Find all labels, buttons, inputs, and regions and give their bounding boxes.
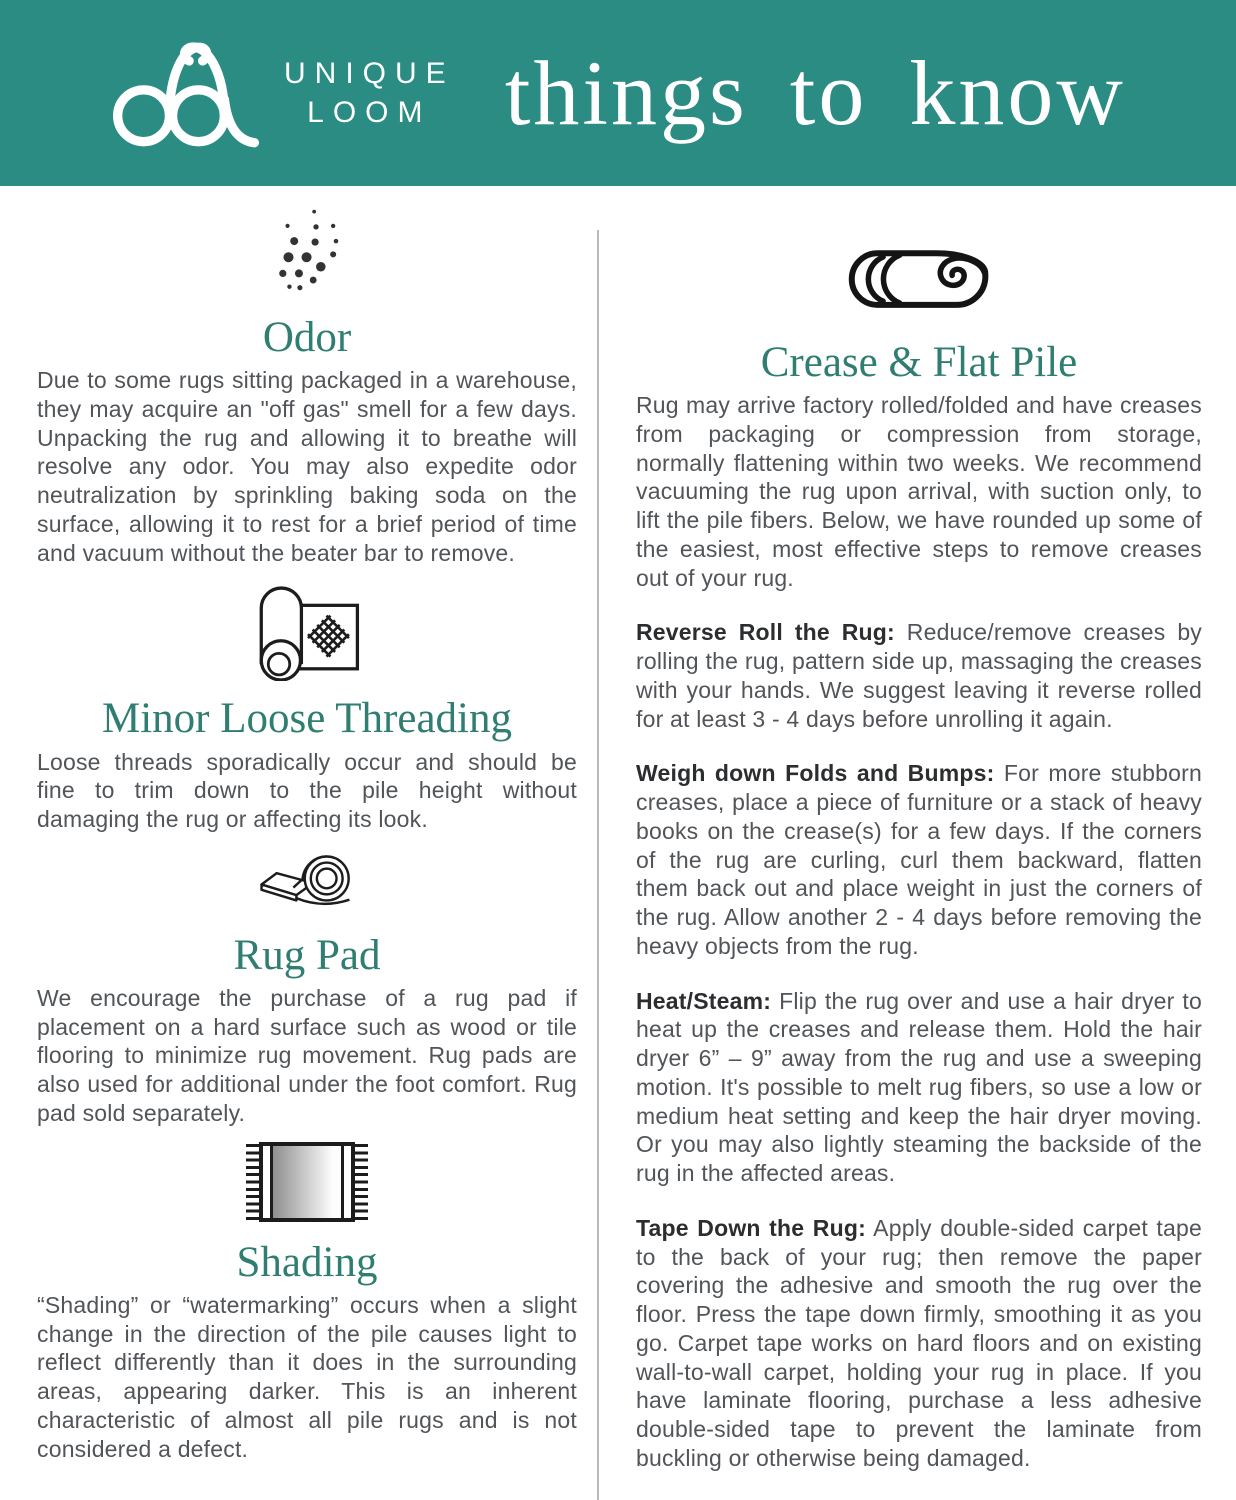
brand-line-2: LOOM	[307, 96, 432, 129]
section-minor-loose-threading	[37, 581, 577, 833]
section-body-threading: Loose threads sporadically occur and should be fine to trim down to the pile height without damaging the rug or affecting its look.	[37, 748, 577, 833]
crease-icon-wrap	[636, 245, 1202, 315]
tip-label-weigh-down: Weigh down Folds and Bumps:	[636, 760, 995, 787]
content-area	[0, 186, 1236, 1500]
rolled-rug-spiral-icon	[840, 245, 998, 315]
section-heading-crease: Crease & Flat Pile	[760, 339, 1078, 386]
brand-lockup	[100, 35, 455, 151]
rug-pad-roll-icon	[257, 848, 357, 918]
odor-icon-wrap	[37, 205, 577, 300]
rolled-rug-crosshatch-icon	[251, 581, 363, 681]
section-heading-threading: Minor Loose Threading	[101, 695, 512, 743]
header-banner	[0, 0, 1236, 186]
section-body-shading: “Shading” or “watermarking” occurs when a slight change in the direction of the pile causes light to reflect differently than it does in the surrounding areas, appearing darker. This is an inherent characteristic of almost all pile rugs and is not considered a defect.	[37, 1291, 577, 1462]
tip-reverse-roll	[636, 618, 1202, 733]
section-shading	[37, 1142, 577, 1464]
section-odor	[37, 205, 577, 567]
rug-shading-gradient	[273, 1146, 341, 1218]
section-heading-rug-pad: Rug Pad	[233, 931, 381, 979]
tip-label-tape-down: Tape Down the Rug:	[636, 1214, 866, 1241]
rug-top-view	[259, 1142, 355, 1222]
tip-weigh-down	[636, 759, 1202, 960]
tip-text-tape-down: Apply double-sided carpet tape to the back of your rug; then remove the paper covering the adhesive and smooth the rug over the floor. Press the tape down firmly, smoothing it as you go. Carpet tape works on hard floors and on existing wall-to-wall carpet, holding your rug in place. If you have laminate flooring, purchase a less adhesive double-sided tape to prevent the laminate from buckling or otherwise being damaged.	[636, 1214, 1202, 1471]
rug-fringe-left	[246, 1144, 259, 1220]
tip-label-heat-steam: Heat/Steam:	[636, 987, 772, 1014]
crease-intro: Rug may arrive factory rolled/folded and have creases from packaging or compression from storage, normally flattening within two weeks. We recommend vacuuming the rug upon arrival, with suction only, to lift the pile fibers. Below, we have rounded up some of the easiest, most effective steps to remove creases out of your rug.	[636, 392, 1202, 591]
section-body-odor: Due to some rugs sitting packaged in a warehouse, they may acquire an "off gas" smell for a few days. Unpacking the rug and allowing it to breathe will resolve any odor. You may also expedite odor neutralization by sprinkling baking soda on the surface, allowing it to rest for a brief period of time and vacuum without the beater bar to remove.	[37, 367, 577, 566]
section-rug-pad	[37, 848, 577, 1128]
tip-text-reverse-roll: Reduce/remove creases by rolling the rug, pattern side up, massaging the creases with your hands. We suggest leaving it reverse rolled for at least 3 - 4 days before unrolling it again.	[636, 619, 1203, 732]
rug-fringe-right	[355, 1144, 368, 1220]
tip-tape-down	[636, 1214, 1202, 1473]
shading-icon-wrap	[37, 1142, 577, 1225]
section-body-rug-pad: We encourage the purchase of a rug pad if placement on a hard surface such as wood or tile flooring to minimize rug movement. Rug pads are also used for additional under the foot comfort. Rug pad sold separately.	[37, 984, 577, 1126]
section-heading-odor: Odor	[262, 314, 352, 361]
brand-line-1: UNIQUE	[284, 57, 455, 90]
right-column	[636, 205, 1202, 1473]
unique-loom-logo-icon	[100, 35, 270, 151]
tip-heat-steam	[636, 987, 1202, 1188]
shaded-rug-fringe-icon	[246, 1142, 368, 1222]
rug-pad-icon-wrap	[37, 848, 577, 918]
brand-name	[284, 54, 455, 132]
tip-text-weigh-down: For more stubborn creases, place a piece of furniture or a stack of heavy books on the crease(s) for a few days. If the corners of the rug are curling, curl them backward, flatten them back out and place weight in just the corners of the rug. Allow another 2 - 4 days before removing the heavy objects from the rug.	[636, 760, 1203, 959]
section-heading-shading: Shading	[236, 1238, 378, 1286]
column-divider	[597, 230, 599, 1500]
odor-dots-icon	[260, 205, 355, 300]
tip-text-heat-steam: Flip the rug over and use a hair dryer to heat up the creases and release them. Hold the hair dryer 6” – 9” away from the rug and use a sweeping motion. It's possible to melt rug fibers, so use a low or medium heat setting and keep the hair dryer moving. Or you may also lightly steaming the backside of the rug in the affected areas.	[636, 987, 1203, 1187]
left-column	[37, 205, 577, 1477]
page-title: things to know	[504, 42, 1126, 144]
tip-label-reverse-roll: Reverse Roll the Rug:	[636, 619, 895, 646]
threading-icon-wrap	[37, 581, 577, 681]
